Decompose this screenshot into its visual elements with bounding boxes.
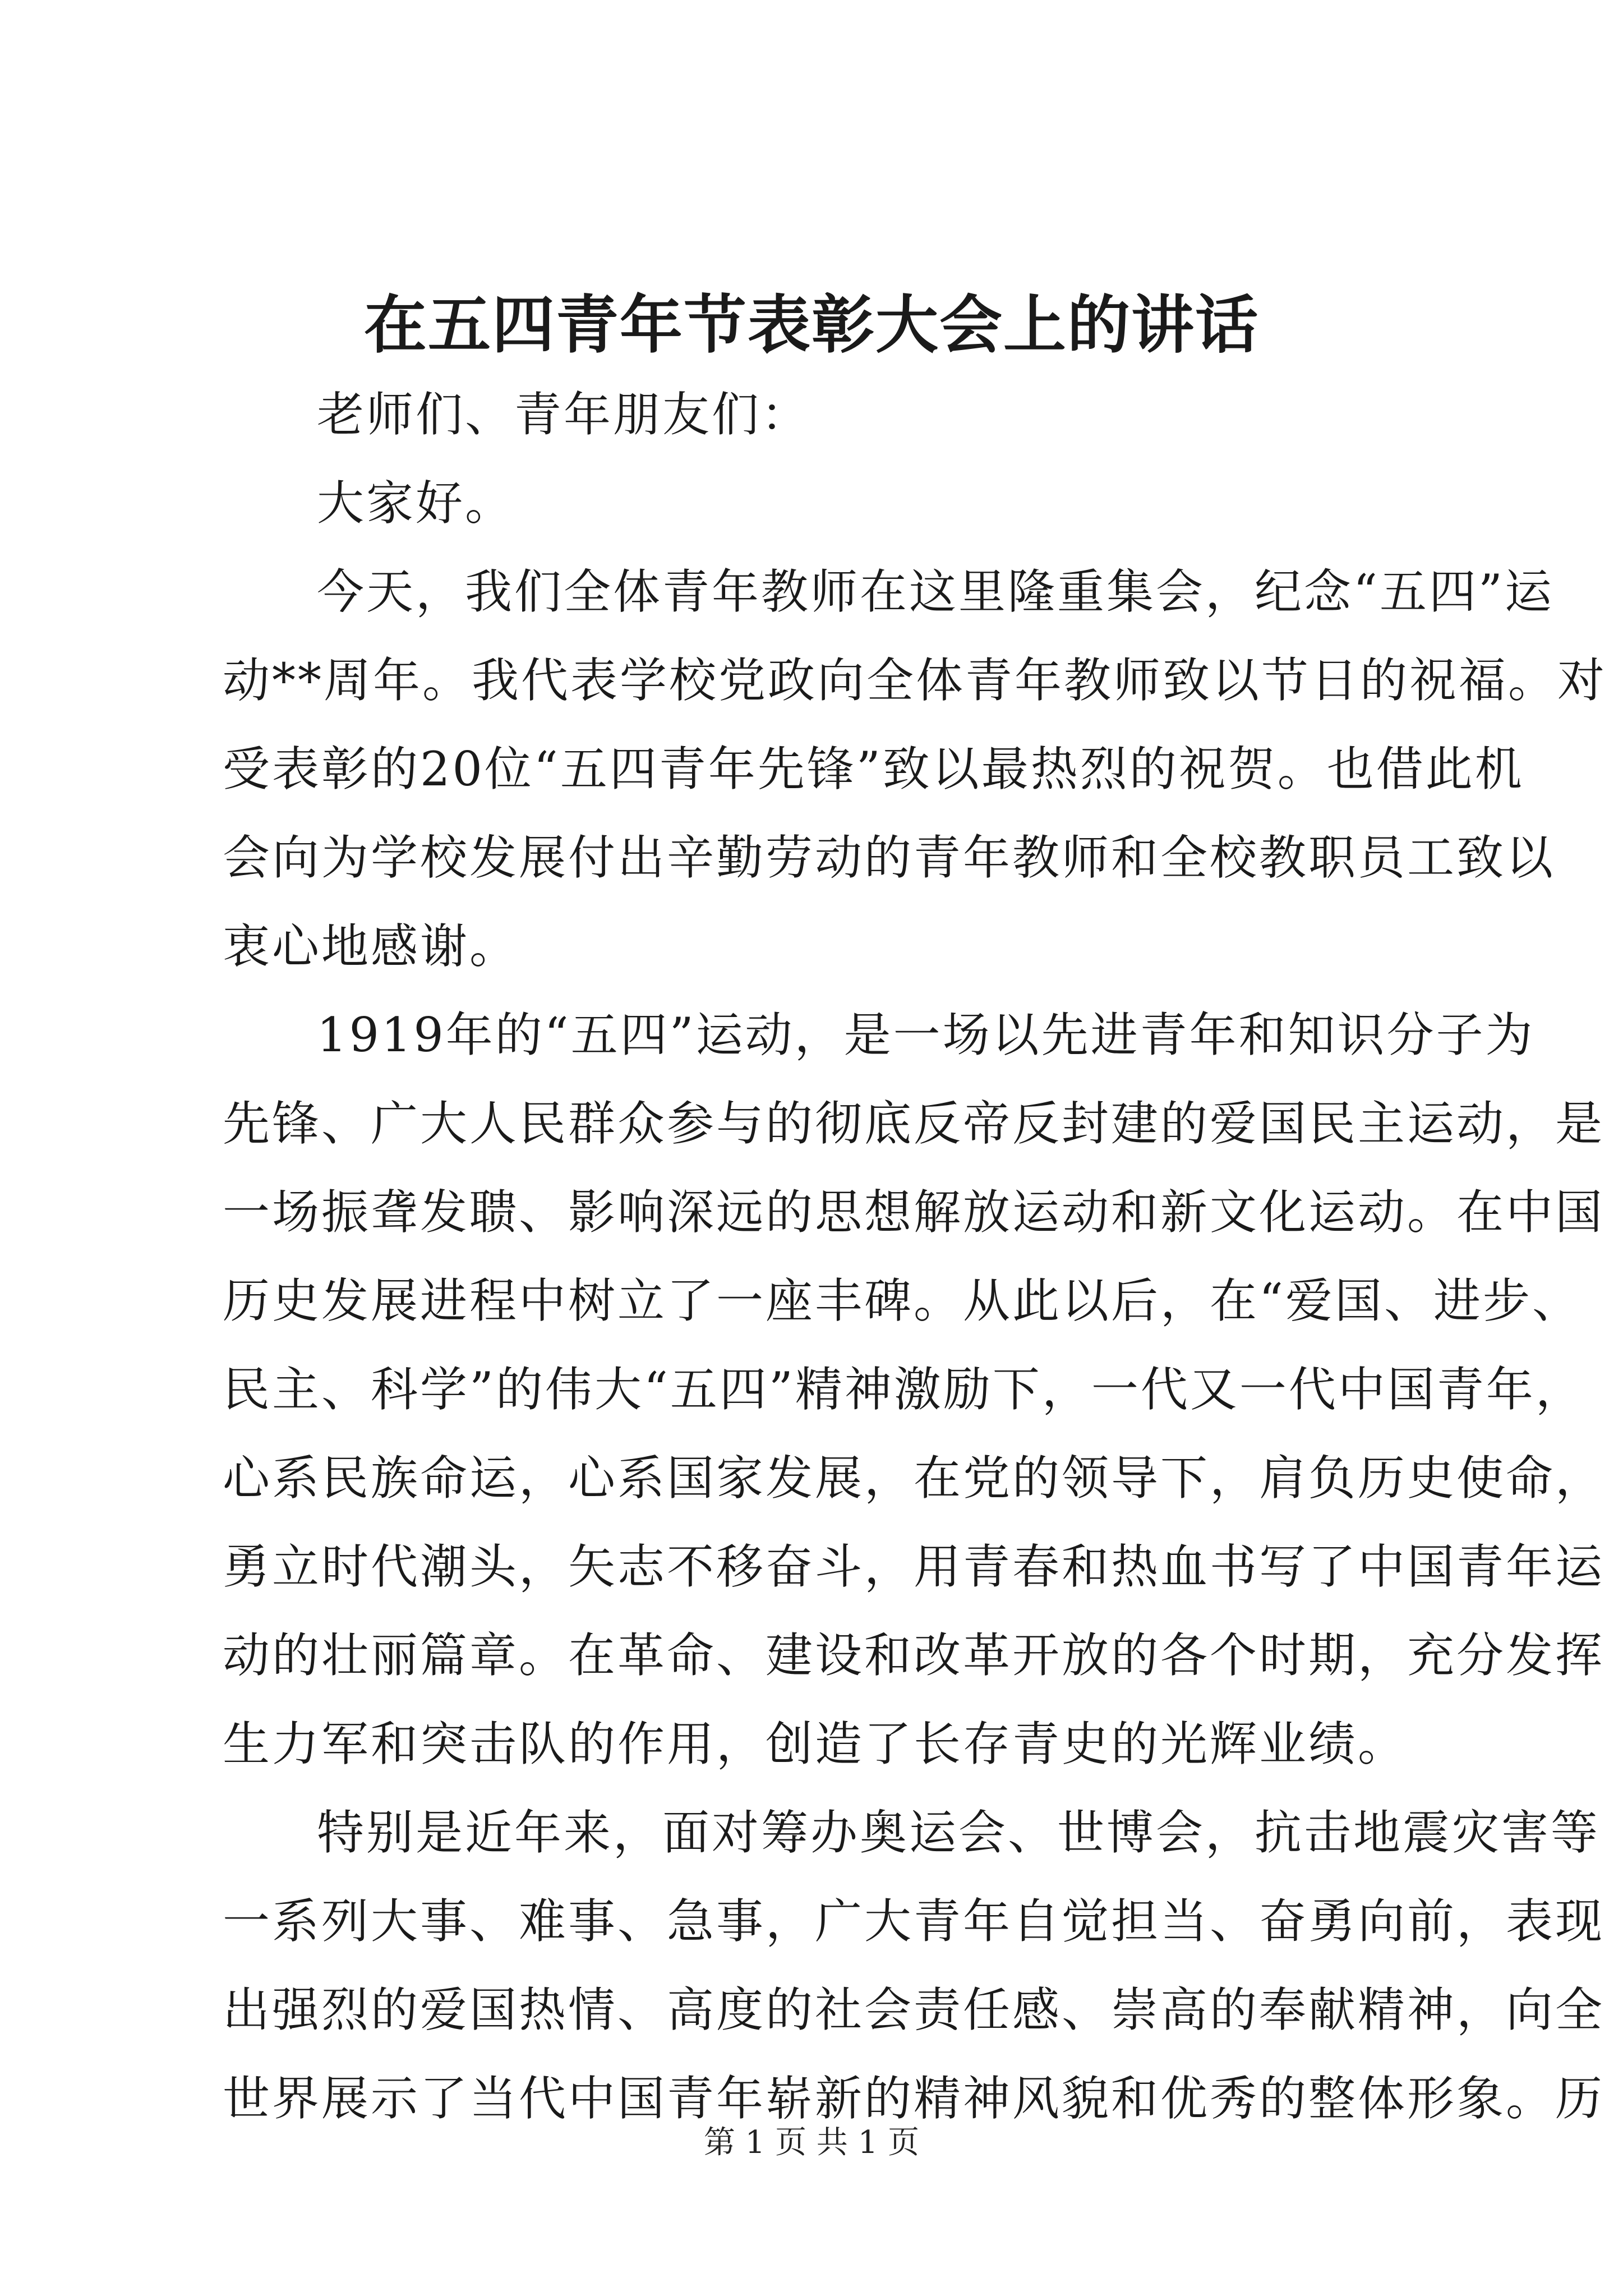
text-line: 衷心地感谢。: [223, 919, 519, 974]
text-line: 生力军和突击队的作用，创造了长存青史的光辉业绩。: [223, 1717, 1408, 1772]
text-line: 先锋、广大人民群众参与的彻底反帝反封建的爱国民主运动，是: [223, 1096, 1605, 1151]
text-line: 今天，我们全体青年教师在这里隆重集会，纪念“五四”运: [317, 564, 1554, 619]
text-line: 出强烈的爱国热情、高度的社会责任感、崇高的奉献精神，向全: [223, 1982, 1605, 2037]
text-line: 大家好。: [317, 476, 515, 531]
text-line: 受表彰的20位“五四青年先锋”致以最热烈的祝贺。也借此机: [223, 742, 1524, 797]
text-line: 动的壮丽篇章。在革命、建设和改革开放的各个时期，充分发挥: [223, 1628, 1605, 1683]
text-line: 老师们、青年朋友们：: [317, 387, 811, 442]
text-line: 动**周年。我代表学校党政向全体青年教师致以节日的祝福。对: [223, 653, 1607, 708]
text-line: 世界展示了当代中国青年崭新的精神风貌和优秀的整体形象。历: [223, 2071, 1605, 2126]
text-line: 特别是近年来，面对筹办奥运会、世博会，抗击地震灾害等: [317, 1805, 1601, 1860]
text-line: 心系民族命运，心系国家发展，在党的领导下，肩负历史使命，: [223, 1451, 1605, 1506]
text-line: 民主、科学”的伟大“五四”精神激励下，一代又一代中国青年，: [223, 1362, 1585, 1417]
document-body: [223, 370, 1607, 2143]
page-footer: 第 1 页 共 1 页: [703, 2124, 920, 2161]
text-line: 1919年的“五四”运动，是一场以先进青年和知识分子为: [317, 1007, 1535, 1062]
text-line: 一场振聋发聩、影响深远的思想解放运动和新文化运动。在中国: [223, 1185, 1605, 1240]
document-title: 在五四青年节表彰大会上的讲话: [364, 289, 1259, 362]
text-line: 勇立时代潮头，矢志不移奋斗，用青春和热血书写了中国青年运: [223, 1539, 1605, 1594]
text-line: 一系列大事、难事、急事，广大青年自觉担当、奋勇向前，表现: [223, 1894, 1605, 1949]
text-line: 会向为学校发展付出辛勤劳动的青年教师和全校教职员工致以: [223, 830, 1556, 885]
text-line: 历史发展进程中树立了一座丰碑。从此以后，在“爱国、进步、: [223, 1273, 1581, 1328]
